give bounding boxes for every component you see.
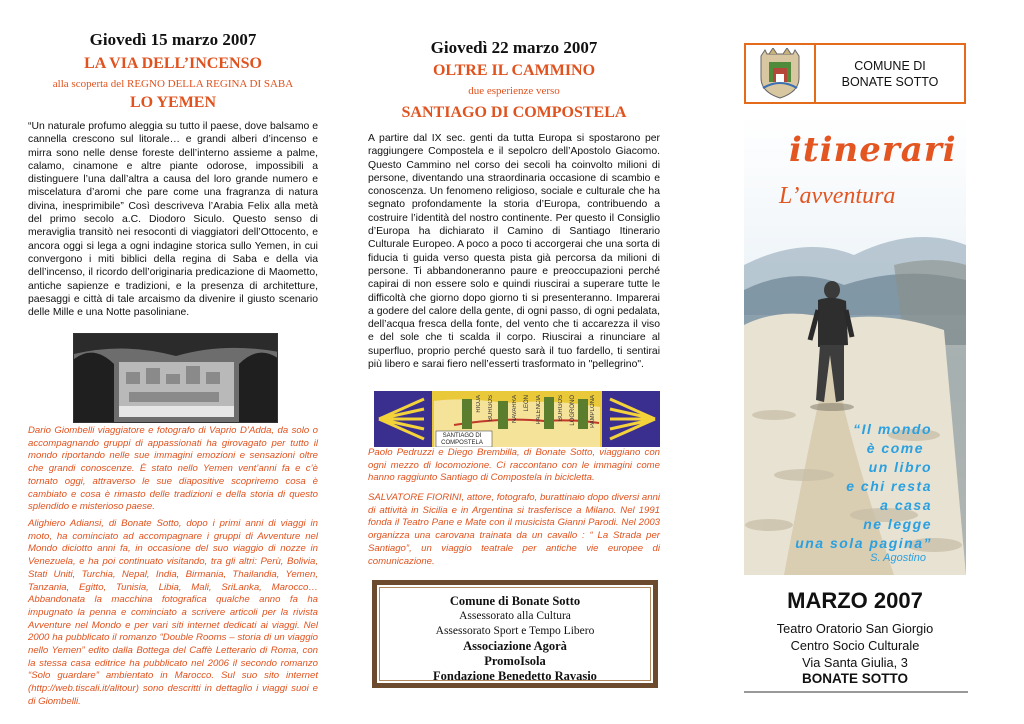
speaker-bio-adiansi: Alighiero Adiansi, di Bonate Sotto, dopo i primi anni di viaggi in moto, ha cominciato ad accompagnare i gruppi di Avventure nel Mondo diciotto anni fa, in occasione del suo viaggio di nozze in Venezuela, e ha poi continuato visitando, tra gli altri: Perù, Bolivia, Stati Uniti, Turchia, Nepal, India, Birmania, Thailandia, Yemen, Tanzania, Egitto, Tunisia, Libia, Mali, SriLanka, Marocco… Abbandonata la macchina fotografica qualche anno fa ha impugnato la penna e cominciato a scrivere articoli per la rivista Avventure nel Mondo e per vari siti internet dedicati ai viaggi. Nel 2000 ha pubblicato il romanzo “Double Rooms – storia di un viaggio nello Yemen” edito dalla Bottega del Caffè Letterario di Roma, con la stessa casa editrice ha pubblicato nel 2006 il secondo romanzo “Solo guardare” ambientato in Marocco. Sul suo sito internet (http://web.tiscali.it/alitour) sono descritti in dettaglio i viaggi suoi e di Giombelli.	[28, 518, 318, 707]
organizer-promoisola: PromoIsola	[484, 654, 546, 668]
map-place: RIOJA	[476, 395, 482, 413]
map-place: LEÓN	[524, 395, 530, 412]
comune-line1: COMUNE DI	[854, 58, 926, 73]
event-description: A partire dal IX sec. genti da tutta Europa si spostarono per raggiungere Compostela e il sepolcro dell’Apostolo Giacomo. Questo Cammino nel corso dei secoli ha coinvolto milioni di persone, diventando una straordinaria occasione di scambio e conoscenza. Un fenomeno religioso, sociale e culturale che ha segnato profondamente la storia d’Europa, contribuendo a costruire l’identità del nostro continente. Per questo il Consiglio d’Europa ha dichiarato il Camino di Santiago Itinerario Culturale Europeo. A poco a poco ti accorgerai che una sorta di fiducia ti guida verso questa pista già percorsa da milioni di persone. Ti abbandoneranno paure e preoccupazioni perché capirai di non essere solo e quindi riuscirai a superare tutte le difficoltà che giorno dopo giorno ti si presenteranno. Imparerai a godere del calore della gente, di ogni passo, di ogni pedalata, dell’acqua fresca della fonte, del vento che ti accarezza il viso e del sole che ti scalda il corpo. Riuscirai a rinunciare al superfluo, proprio perché questo sarà il tuo fardello, ti sentirai più libero e sarai fiero nell’esserti trasformato in "pellegrino".	[368, 133, 660, 371]
event-date: Giovedì 15 marzo 2007	[89, 30, 257, 49]
event-subtitle: alla scoperta del REGNO DELLA REGINA DI SABA	[52, 78, 294, 90]
comune-line2: BONATE SOTTO	[841, 74, 939, 89]
map-place: PAMPLONA	[590, 395, 596, 428]
map-place: BURGOS	[488, 395, 494, 422]
quote-line: a casa	[880, 497, 932, 513]
organizer-dept-culture: Assessorato alla Cultura	[459, 610, 571, 622]
organizer-agora: Associazione Agorà	[463, 639, 567, 653]
comune-header	[744, 43, 966, 104]
comune-name	[816, 45, 964, 102]
speaker-bio-giombelli: Dario Giombelli viaggiatore e fotografo di Vaprio D’Adda, da solo o accompagnando gruppi di appassionati ha girovagato per tutto il mondo riportando nelle sue immagini emozioni e sensazioni oltre che grandi conoscenze. È stato nello Yemen vent’anni fa e c’è tornato oggi, attraverso le sue diapositive scopriremo cosa è cambiato e cosa è rimasto delle tradizioni e della storia di questo splendido e misterioso paese.	[28, 425, 318, 513]
quote-line: e chi resta	[846, 478, 932, 494]
venue-details	[744, 620, 966, 671]
speaker-bio-pedruzzi: Paolo Pedruzzi e Diego Brembilla, di Bonate Sotto, viaggiano con ogni mezzo di locomozione. Ci raccontano con le immagini come hanno raggiunto Santiago di Compostela in bicicletta.	[368, 447, 660, 484]
town-crest-icon	[746, 45, 816, 102]
camino-map	[374, 391, 660, 447]
organizer-comune: Comune di Bonate Sotto	[449, 594, 581, 608]
event-month: MARZO 2007	[787, 588, 923, 613]
quote-line: un libro	[868, 459, 932, 475]
organizers-box	[372, 580, 658, 688]
map-place: LOGROÑO	[570, 395, 576, 426]
cover-image	[744, 115, 966, 575]
map-place: BURGOS	[558, 395, 564, 422]
venue-address: Via Santa Giulia, 3	[802, 655, 908, 670]
organizer-dept-sport: Assessorato Sport e Tempo Libero	[435, 625, 595, 637]
yemen-photo	[73, 333, 278, 423]
venue-center: Centro Socio Culturale	[790, 638, 920, 653]
event-title: OLTRE IL CAMMINO	[432, 62, 596, 79]
map-place: NAVARRA	[512, 395, 518, 424]
brochure-subtitle: L’avventura	[779, 183, 896, 209]
brochure-title: itinerari	[789, 130, 957, 170]
map-place: PALENCIA	[536, 395, 542, 425]
venue-name: Teatro Oratorio San Giorgio	[776, 621, 934, 636]
panel-cover	[744, 0, 968, 724]
event-title-2: SANTIAGO DI COMPOSTELA	[401, 104, 627, 121]
map-title: SANTIAGO DI COMPOSTELA	[441, 433, 483, 446]
event-title-2: LO YEMEN	[129, 94, 217, 111]
quote	[795, 420, 932, 553]
venue-city: BONATE SOTTO	[801, 671, 908, 686]
event-title: LA VIA DELL’INCENSO	[84, 55, 262, 72]
event-description: “Un naturale profumo aleggia su tutto il paese, dove balsamo e cannella crescono sul litorale… e grandi alberi d’incenso e mirra sono nelle dense foreste dell’interno assieme a palme, calamo, cinamone e altre piante odorose, impossibili a distinguere l’una dall’altra a causa del loro grande numero e miscelatura d’aromi che pare come una fragranza di natura divina, inesprimibile” Così descriveva l’Arabia Felix alla metà del primo secolo a.C. Diodoro Siculo. Questo senso di meraviglia transitò nei resoconti di viaggiatori dell’Ottocento, e ancora oggi si lega a ogni indagine storica sullo Yemen, in cui convergono i miti biblici della regina di Saba e della via dell’incenso, il ricordo dell’originaria predicazione di Maometto, antiche sapienze e tradizioni, e la presenza di architetture, paesaggi e città di tale arcaismo da divenire il giusto scenario delle Mille e una Notte pasoliniane.	[28, 121, 318, 319]
speaker-bio-fiorini: SALVATORE FIORINI, attore, fotografo, burattinaio dopo diversi anni di attività in Sicilia e in Argentina si trasferisce a Milano. Nel 1991 fonda il Teatro Pane e Mate con il musicista Gianni Parodi. Nel 2003 organizza una carovana trainata da un cavallo : “ La Strada per Santiago”, un viaggio teatrale per antiche vie europee di comunicazione.	[368, 492, 660, 567]
organizer-fondazione: Fondazione Benedetto Ravasio	[433, 669, 597, 683]
divider	[744, 691, 968, 693]
event-date: Giovedì 22 marzo 2007	[430, 38, 598, 57]
quote-line: è come	[866, 440, 924, 456]
quote-line: “Il mondo	[853, 421, 932, 437]
quote-line: ne legge	[863, 516, 932, 532]
panel-yemen	[28, 0, 318, 724]
quote-author: S. Agostino	[870, 552, 926, 564]
panel-santiago	[368, 0, 660, 724]
quote-line: una sola pagina”	[795, 535, 932, 551]
event-subtitle: due esperienze verso	[468, 85, 560, 97]
